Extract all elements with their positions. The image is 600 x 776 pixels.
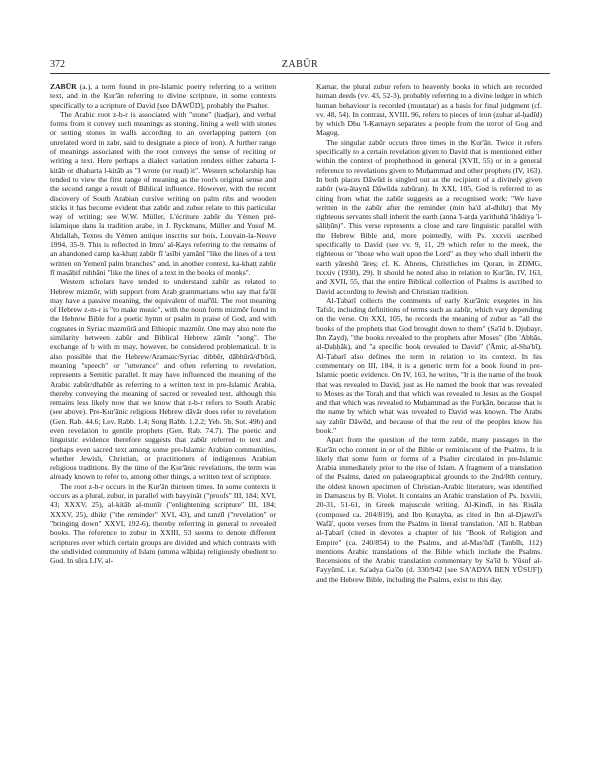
paragraph: The Arabic root z-b-r is associated with "stone" (ḥadjar), and verbal forms from it convey such meanings as stoning, lining a well with stones or setting stones in walls according to an overlapping pattern (on unrelated word in zabr, said to designate a piece of iron). A further range of meanings associated with the root conveys the sense of reciting or writing a text. Here perhaps a dialect variation renders either zabarta l-kitāb or dhabarta l-kitāb as "I wrote (or read) it". Western scholarship has tended to view the first range of meaning as the root's original sense and the second range a result of Biblical influence. However, with the recent discovery of South Arabian cursive writing on palm ribs and wooden sticks it has become evident that zabūr and zubur relate to this particular way of writing; see W.W. Müller, L'écriture zabūr du Yémen pré-islamique dans la tradition arabe, in J. Ryckmans, Müller and Yusuf M. Abdallah, Textes du Yémen antique inscrits sur bois, Louvain-la-Neuve 1994, 35-9. This is reflected in Imru' al-Ḳays referring to the remains of an abandoned camp ka-khaṭṭ zabūr fī 'asībi yamānī "like the lines of a text written on Yemenī palm branches" and, in another context, ka-khaṭṭ zabūr fī maṣāḥif ruhbāni "like the lines of a text in the books of monks". [50,109,276,277]
page-header [50,59,550,73]
header-rule [50,73,550,74]
paragraph: Western scholars have tended to understand zabūr as related to Hebrew mizmōr, with support from Arab grammarians who say that fa'ūl may have a passive meaning, the equivalent of maf'ūl. The root meaning of Hebrew z-m-r is "to make music", with the noun form mizmōr found in the Hebrew Bible for a poetic hymn or psalm in praise of God, and with cognates in Syriac mazmūrā and Ethiopic mazmūr. One may also note the similarity between zabūr and Biblical Hebrew zāmīr "song". The exchange of b with m may, however, be considered problematical. It is also possible that the Hebrew/Aramaic/Syriac dibbēr, dābhūrā/d'bōrā, meaning "speech" or "utterance" and often referring to revelation, represents a Semitic parallel. It may have influenced the meaning of the Arabic zabūr/dhabūr as referring to a written text in pre-Islamic Arabia, thereby conveying the meaning of sacred or revealed text, although this remains less likely now that we know that z-b-r refers to South Arabic (see above). Pre-Ḳur'ānic religious Hebrew dāvār does refer to revelation (Gen. Rab. 44.6; Lev. Rabb. 1.4; Song Rabb. 1.2.2; Yeb. 5b, Sot. 49b) and even revelation to gentile prophets (Gen. Rab. 74.7). The poetic and linguistic evidence therefore suggests that zabūr referred to text and perhaps even sacred text among some pre-Islamic Arabian communities, whether Jewish, Christian, or practitioners of indigenous Arabian religious traditions. By the time of the Ḳur'ānic revelations, the term was already known to refer to, among other things, a written text of scripture. [50,277,276,482]
paragraph: Apart from the question of the term zabūr, many passages in the Ḳur'ān echo content in or of the Bible or reminiscent of the Psalms. It is likely that some form or forms of a Psalter circulated in pre-Islamic Arabia immediately prior to the rise of Islam. A fragment of a translation of the Psalms, dated on palaeographical grounds to the 2nd/8th century, the oldest known specimen of Christian-Arabic literature, was identified in Damascus by B. Violet. It contains an Arabic translation of Ps. lxxviii, 20-31, 51-61, in Greek majuscule writing. Al-Kindī, in his Risāla (composed ca. 204/819), and Ibn Ḳutayba, as cited in Ibn al-Djawzī's Wafā', quote verses from the Psalms in literal translation. 'Alī b. Rabban al-Ṭabarī (cited in devotes a chapter of his "Book of Religion and Empire" (ca. 240/854) to the Psalms, and al-Mas'ūdī (Tanbīh, 112) mentions Arabic translations of the Bible which include the Psalms. Recensions of the Arabic translation commentary by Sa'īd b. Yūsuf al-Fayyūmī, i.e. Sa'adya Ga'ōn (d. 330/942 [see SA'ADYA BEN YŪSUF]) and the Hebrew Bible, including the Psalms, exist to this day. [316,435,542,584]
paragraph-text: (a.), a term found in pre-Islamic poetry referring to a written text, and in the Ḳur'ān referring to divine scripture, in some contexts specifically to a scripture of David [see DĀWŪD], probably the Psalter. [50,82,276,110]
paragraph: The singular zabūr occurs three times in the Ḳur'ān. Twice it refers specifically to a certain revelation given to David that is mentioned either within the context of prophethood in general (XVII, 55) or in a general reference to revelations given to Muḥammad and other prophets (IV, 163). In both places Dāwūd is singled out as the recipient of a divinely given zabūr (wa-ātaynā Dāwūda zabūran). In XXI, 105, God is referred to as citing from what the zabūr suggests as a recognised work: "We have written in the zabūr after the reminder (min ba'd al-dhikr) that My righteous servants shall inherit the earth (anna 'l-arḍa yarithuhā 'ibādiya 'l-ṣāliḥūn)". This verse represents a close and rare linguistic parallel with the Hebrew Bible and, more pointedly, with Ps. xxxvii ascribed specifically to David (see vv. 9, 11, 29 which refer to the meek, the righteous or "those who wait upon the Lord" as they who shall inherit the earth yāreshū 'āreṣ; cf. K. Ahrens, Christliches im Qoran, in ZDMG, lxxxiv (1930), 29). It should be noted also in relation to Ḳur'ān, IV, 163, and XVII, 55, that the entire Biblical collection of Psalms is ascribed to David according to Jewish and Christian tradition. [316,137,542,296]
paragraph: The root z-b-r occurs in the Ḳur'ān thirteen times. In some contexts it occurs as a plural, zubur, in parallel with bayyināt ("proofs" III, 184; XVI, 43; XXXV, 25), al-kitāb al-munīr ("enlightening scripture" III, 184; XXXV, 25), dhikr ("the reminder" XVI, 43), and tanzīl ("revelation" or "bringing down" XXVI, 192-6), thereby referring in general to revealed books. The reference to zubur in XXIII, 53 seems to denote different scriptures over which certain groups are divided and which contrasts with the undivided community of Islam (umma wāḥida) religiously obedient to God. In sūra LIV, al- [50,481,276,566]
left-column [50,82,276,732]
paragraph: Al-Ṭabarī collects the comments of early Ḳur'ānic exegetes in his Tafsīr, including definitions of terms such as zabūr, which vary depending on the verse. On XXI, 105, he records the meaning of zubur as "all the books of the prophets that God brought down to them" (Sa'īd b. Djubayr, Ibn Zayd), "the books revealed to the prophets after Moses" (Ibn 'Abbās, al-Ḍaḥḥāk), and "a specific book revealed to David" ('Āmir, al-Sha'bī). Al-Ṭabarī also defines the term in relation to its context. In his commentary on III, 184, it is a generic term for a book found in pre-Islamic poetic evidence. On IV, 163, he writes, "It is the name of the book that was revealed to David, just as He named the book that was revealed to Moses as the Torah and that which was revealed to Jesus as the Gospel and that which was revealed to Muḥammad as the Furḳān, because that is the name by which what was revealed to David was known. The Arabs say zabūr Dāwūd, and because of that the rest of the peoples know his book." [316,295,542,435]
page-number: 372 [50,59,65,70]
running-title: ZABŪR [281,59,319,70]
entry-headword: ZABŪR [50,82,77,91]
paragraph: Ḳamar, the plural zubur refers to heavenly books in which are recorded human deeds (vv. 43, 52-3), probably referring to a divine ledger in which human behaviour is recorded (mustaṭar) as a basis for final judgment (cf. vv. 48, 54). In contrast, XVIII, 96, refers to pieces of iron (zubar al-ḥadīd) by which Dhu 'l-Ḳarnayn separates a people from the terror of Gog and Magog. [316,82,542,138]
entry-intro-paragraph [50,82,276,110]
right-column [316,82,542,732]
